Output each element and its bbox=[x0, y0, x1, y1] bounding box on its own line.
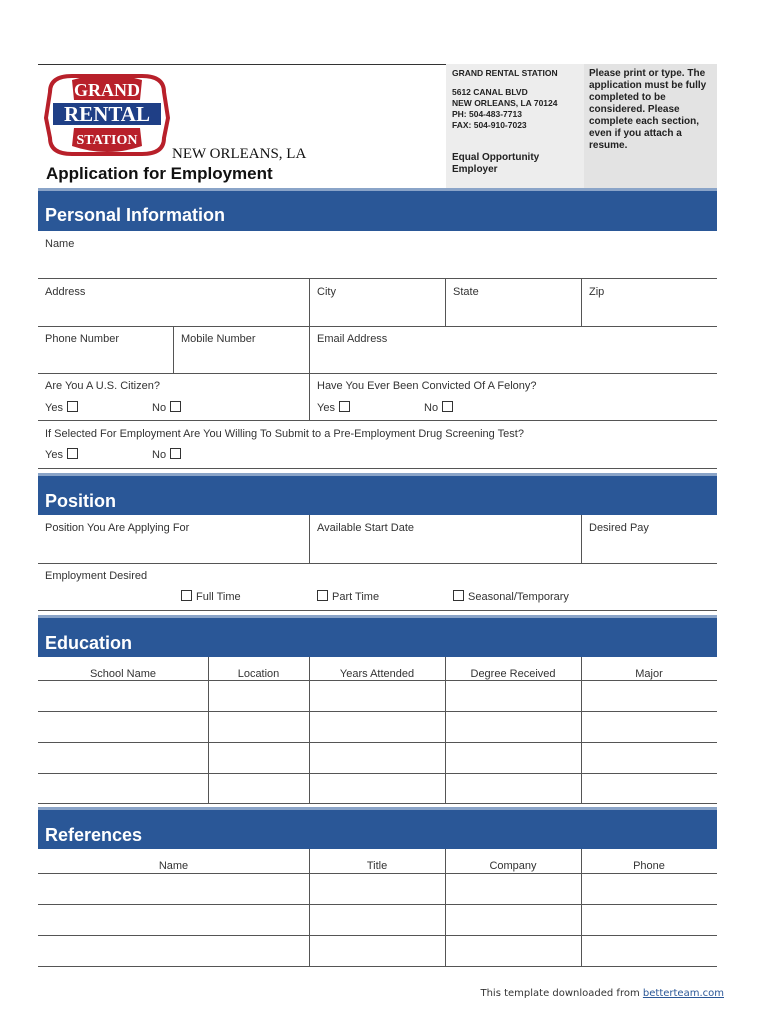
felony-question: Have You Ever Been Convicted Of A Felony? bbox=[317, 380, 537, 392]
phone-label: Phone Number bbox=[45, 333, 119, 345]
row-divider bbox=[38, 278, 717, 279]
part-time-label: Part Time bbox=[332, 591, 380, 603]
section-header-education: Education bbox=[38, 615, 717, 657]
address-label: Address bbox=[45, 286, 86, 298]
checkbox[interactable] bbox=[442, 401, 453, 412]
row-divider bbox=[38, 420, 717, 421]
position-applying-label: Position You Are Applying For bbox=[45, 522, 190, 534]
drug-test-question: If Selected For Employment Are You Willing To Submit to a Pre-Employment Drug Screening Test? bbox=[45, 428, 524, 440]
table-row bbox=[38, 935, 717, 936]
instruction-line: even if you attach a bbox=[589, 128, 682, 139]
city-label: City bbox=[317, 286, 336, 298]
template-credit bbox=[480, 988, 724, 999]
company-fax: FAX: 504-910-7023 bbox=[452, 120, 527, 130]
felony-yes-option[interactable] bbox=[317, 401, 350, 414]
col-ref-company: Company bbox=[489, 860, 537, 872]
col-ref-title: Title bbox=[366, 860, 388, 872]
no-label: No bbox=[152, 449, 167, 461]
col-divider bbox=[581, 849, 582, 966]
row-divider bbox=[38, 563, 717, 564]
section-header-personal: Personal Information bbox=[38, 188, 717, 231]
table-row bbox=[38, 711, 717, 712]
col-degree-received: Degree Received bbox=[470, 668, 556, 680]
email-label: Email Address bbox=[317, 333, 388, 345]
start-date-label: Available Start Date bbox=[317, 522, 415, 534]
table-row bbox=[38, 742, 717, 743]
instruction-line: completed to be bbox=[589, 92, 666, 103]
col-divider bbox=[445, 849, 446, 966]
col-school-name: School Name bbox=[89, 668, 157, 680]
col-location: Location bbox=[237, 668, 280, 680]
company-phone: PH: 504-483-7713 bbox=[452, 109, 522, 119]
no-label: No bbox=[424, 402, 439, 414]
col-divider bbox=[309, 278, 310, 326]
yes-label: Yes bbox=[45, 449, 63, 461]
citizen-yes-option[interactable] bbox=[45, 401, 78, 414]
table-row bbox=[38, 680, 717, 681]
table-row bbox=[38, 773, 717, 774]
col-ref-name: Name bbox=[158, 860, 189, 872]
col-divider bbox=[309, 373, 310, 420]
svg-text:GRAND: GRAND bbox=[74, 80, 140, 100]
company-citystate: NEW ORLEANS, LA 70124 bbox=[452, 98, 558, 108]
citizen-no-option[interactable] bbox=[152, 401, 181, 414]
checkbox[interactable] bbox=[67, 401, 78, 412]
col-divider bbox=[581, 515, 582, 563]
col-divider bbox=[309, 326, 310, 373]
page-title: Application for Employment bbox=[46, 164, 273, 183]
table-row bbox=[38, 873, 717, 874]
grand-rental-station-logo bbox=[42, 68, 172, 160]
instruction-line: application must be fully bbox=[589, 80, 707, 91]
eoe-line-2: Employer bbox=[452, 164, 498, 175]
employment-desired-label: Employment Desired bbox=[45, 570, 148, 582]
instructions-box bbox=[584, 64, 717, 188]
no-label: No bbox=[152, 402, 167, 414]
checkbox[interactable] bbox=[317, 590, 328, 601]
drug-test-no-option[interactable] bbox=[152, 448, 181, 461]
section-header-references: References bbox=[38, 807, 717, 849]
col-divider bbox=[309, 657, 310, 803]
row-divider bbox=[38, 373, 717, 374]
yes-label: Yes bbox=[317, 402, 335, 414]
checkbox[interactable] bbox=[181, 590, 192, 601]
col-divider bbox=[208, 657, 209, 803]
checkbox[interactable] bbox=[170, 448, 181, 459]
location-city: NEW ORLEANS, LA bbox=[172, 146, 307, 162]
header-rule bbox=[38, 64, 446, 65]
row-divider bbox=[38, 610, 717, 611]
full-time-option[interactable] bbox=[181, 590, 241, 603]
col-major: Major bbox=[635, 668, 663, 680]
instruction-line: resume. bbox=[589, 140, 628, 151]
col-divider bbox=[581, 278, 582, 326]
col-years-attended: Years Attended bbox=[339, 668, 415, 680]
instruction-line: complete each section, bbox=[589, 116, 700, 127]
col-ref-phone: Phone bbox=[633, 860, 665, 872]
company-street: 5612 CANAL BLVD bbox=[452, 87, 528, 97]
table-row bbox=[38, 904, 717, 905]
seasonal-option[interactable] bbox=[453, 590, 569, 603]
yes-label: Yes bbox=[45, 402, 63, 414]
seasonal-label: Seasonal/Temporary bbox=[468, 591, 569, 603]
row-divider bbox=[38, 468, 717, 469]
instruction-line: considered. Please bbox=[589, 104, 680, 115]
table-row bbox=[38, 966, 717, 967]
checkbox[interactable] bbox=[170, 401, 181, 412]
company-name: GRAND RENTAL STATION bbox=[452, 68, 558, 78]
name-label: Name bbox=[45, 238, 75, 250]
drug-test-yes-option[interactable] bbox=[45, 448, 78, 461]
part-time-option[interactable] bbox=[317, 590, 379, 603]
betterteam-link[interactable]: betterteam.com bbox=[642, 988, 724, 999]
svg-text:RENTAL: RENTAL bbox=[64, 102, 150, 126]
felony-no-option[interactable] bbox=[424, 401, 453, 414]
section-header-position: Position bbox=[38, 473, 717, 515]
table-row bbox=[38, 803, 717, 804]
mobile-label: Mobile Number bbox=[181, 333, 256, 345]
full-time-label: Full Time bbox=[196, 591, 241, 603]
state-label: State bbox=[453, 286, 479, 298]
eoe-line-1: Equal Opportunity bbox=[452, 152, 540, 163]
col-divider bbox=[445, 657, 446, 803]
col-divider bbox=[581, 657, 582, 803]
checkbox[interactable] bbox=[67, 448, 78, 459]
desired-pay-label: Desired Pay bbox=[589, 522, 649, 534]
col-divider bbox=[445, 278, 446, 326]
form-header bbox=[38, 64, 717, 188]
svg-text:STATION: STATION bbox=[76, 133, 138, 148]
zip-label: Zip bbox=[589, 286, 605, 298]
instruction-line: Please print or type. The bbox=[589, 68, 706, 79]
footer-text: This template downloaded from bbox=[480, 988, 640, 999]
checkbox[interactable] bbox=[339, 401, 350, 412]
checkbox[interactable] bbox=[453, 590, 464, 601]
row-divider bbox=[38, 326, 717, 327]
citizen-question: Are You A U.S. Citizen? bbox=[45, 380, 160, 392]
col-divider bbox=[309, 849, 310, 966]
col-divider bbox=[173, 326, 174, 373]
col-divider bbox=[309, 515, 310, 563]
contact-info-box bbox=[446, 64, 584, 188]
eoe-statement bbox=[452, 152, 539, 176]
